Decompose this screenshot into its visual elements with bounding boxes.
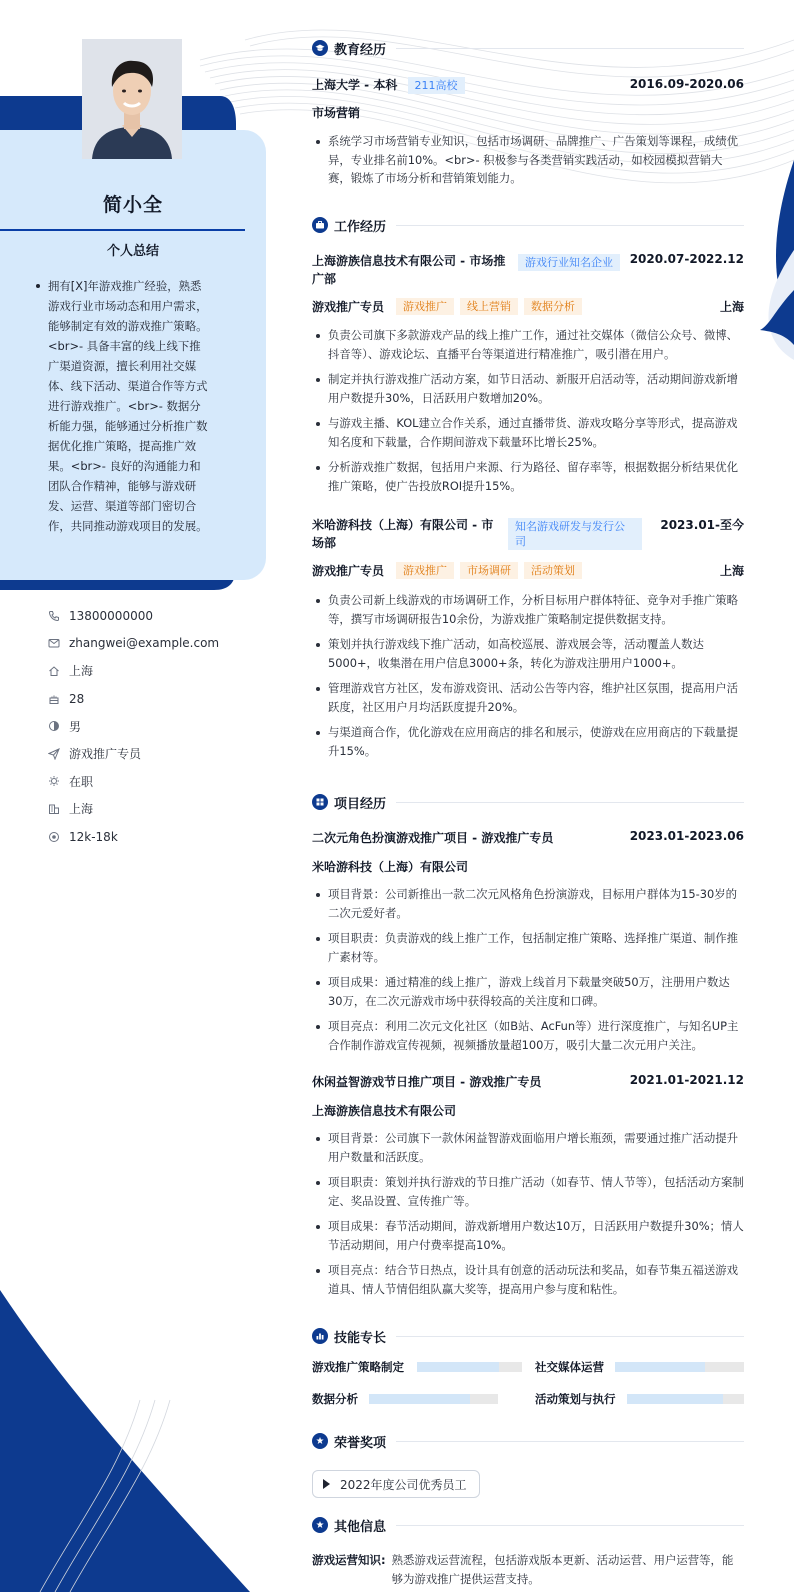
list-item: 负责公司旗下多款游戏产品的线上推广工作，通过社交媒体（微信公众号、微博、抖音等）、游戏论坛、直播平台等渠道进行精准推广，吸引潜在用户。 [312,326,744,363]
info-value: 男 [69,719,82,734]
skill-tag: 数据分析 [524,298,582,315]
other-header [312,1515,744,1535]
skill-fill [369,1394,470,1404]
info-value: zhangwei@example.com [69,636,220,651]
list-item: 系统学习市场营销专业知识，包括市场调研、品牌推广、广告策划等课程，成绩优异，专业排名前10%。<br>- 积极参与各类营销实践活动，如校园模拟营销大赛，锻炼了市场分析和营销策划能力。 [312,132,744,188]
summary-title: 个人总结 [106,244,159,259]
section-title: 荣誉奖项 [334,1435,387,1451]
info-value: 在职 [69,774,94,789]
profile-photo [82,39,182,159]
list-item: 项目亮点：利用二次元文化社区（如B站、AcFun等）进行深度推广，与知名UP主合作制作游戏宣传视频，视频播放量超100万，吸引大量二次元用户关注。 [312,1017,744,1054]
list-item: 管理游戏官方社区，发布游戏资讯、活动公告等内容，维护社区氛围，提高用户活跃度，社区用户月均活跃度提升20%。 [312,679,744,716]
info-age [48,685,258,713]
work-role-row [312,562,744,579]
award-icon [312,1433,328,1449]
project-bullets [312,1129,744,1305]
skills-header [312,1326,744,1346]
skill-tag: 线上营销 [460,298,518,315]
work-bullets [312,326,744,502]
skill-bar [369,1394,498,1404]
briefcase-icon [312,217,328,233]
info-value: 上海 [69,664,94,679]
work-role: 游戏推广专员 [312,300,385,314]
list-item: 策划并执行游戏线下推广活动，如高校巡展、游戏展会等，活动覆盖人数达5000+，收集潜在用户信息3000+条，转化为游戏注册用户1000+。 [312,635,744,672]
awards-header [312,1431,744,1451]
list-item: 项目职责：策划并执行游戏的节日推广活动（如春节、情人节等），包括活动方案制定、奖品设置、宣传推广等。 [312,1173,744,1210]
graduation-cap-icon [312,40,328,56]
skill-tag: 市场调研 [460,562,518,579]
section-rule [396,48,744,49]
skill-bar [627,1394,744,1404]
status-icon [48,775,60,787]
skill-name: 游戏推广策略制定 [312,1360,404,1374]
work-role-row [312,298,744,315]
work-company-tag: 知名游戏研发与发行公司 [508,518,642,550]
skill-bar [417,1362,522,1372]
section-rule [396,1336,744,1337]
list-item: 项目成果：通过精准的线上推广，游戏上线首月下载量突破50万，注册用户数达30万，在二次元游戏市场中获得较高的关注度和口碑。 [312,973,744,1010]
send-icon [48,748,60,760]
skill-name: 社交媒体运营 [535,1360,604,1374]
school-name: 上海大学 - 本科 [312,78,398,92]
award-item [312,1470,480,1498]
project-bullets [312,885,744,1061]
info-value: 游戏推广专员 [69,747,142,762]
project-company: 米哈游科技（上海）有限公司 [312,860,469,874]
section-title: 其他信息 [334,1519,387,1535]
info-location [48,657,258,685]
project-company: 上海游族信息技术有限公司 [312,1104,457,1118]
info-icon [312,1517,328,1533]
work-city: 上海 [719,300,744,314]
gender-icon [48,720,60,732]
age-icon [48,693,60,705]
bar-chart-icon [312,1328,328,1344]
work-company: 米哈游科技（上海）有限公司 - 市场部 [312,518,494,550]
info-salary [48,823,258,851]
skill-tag: 游戏推广 [396,562,454,579]
left-column [0,0,266,1592]
skill-fill [627,1394,723,1404]
work-header [312,215,744,235]
work-bullets [312,591,744,767]
award-text: 2022年度公司优秀员工 [340,1477,467,1492]
play-icon [323,1479,330,1489]
section-rule [396,1525,744,1526]
summary-text [48,276,212,536]
building-icon [48,803,60,815]
other-row [312,1551,744,1588]
work-date: 2020.07-2022.12 [629,252,744,266]
contact-info [48,602,258,850]
project-title: 休闲益智游戏节日推广项目 - 游戏推广专员 [312,1075,542,1089]
info-gender [48,712,258,740]
project-title: 二次元角色扮演游戏推广项目 - 游戏推广专员 [312,831,554,845]
education-major: 市场营销 [312,106,361,120]
list-item: 项目成果：春节活动期间，游戏新增用户数达10万，日活跃用户数提升30%；情人节活动期间，用户付费率提高10%。 [312,1217,744,1254]
projects-header [312,792,744,812]
school-tag: 211高校 [408,77,465,94]
section-title: 工作经历 [334,219,387,235]
skill-bar [615,1362,744,1372]
list-item: 与游戏主播、KOL建立合作关系，通过直播带货、游戏攻略分享等形式，提高游戏知名度和下载量，合作期间游戏下载量环比增长25%。 [312,414,744,451]
skill-fill [417,1362,499,1372]
list-item: 项目职责：负责游戏的线上推广工作，包括制定推广策略、选择推广渠道、制作推广素材等。 [312,929,744,966]
person-name: 简小全 [102,194,163,216]
section-title: 教育经历 [334,42,387,58]
work-company-tag: 游戏行业知名企业 [518,254,622,271]
list-item: 项目背景：公司新推出一款二次元风格角色扮演游戏，目标用户群体为15-30岁的二次元爱好者。 [312,885,744,922]
list-item: 负责公司新上线游戏的市场调研工作，分析目标用户群体特征、竞争对手推广策略等，撰写市场调研报告10余份，为游戏推广策略制定提供数据支持。 [312,591,744,628]
other-label: 游戏运营知识: [312,1553,386,1567]
info-position [48,740,258,768]
work-date: 2023.01-至今 [660,518,744,532]
list-item: 与渠道商合作，优化游戏在应用商店的排名和展示，使游戏在应用商店的下载量提升15%。 [312,723,744,760]
home-icon [48,665,60,677]
education-bullets [312,132,744,195]
work-city: 上海 [719,564,744,578]
work-role: 游戏推广专员 [312,564,385,578]
section-title: 项目经历 [334,796,387,812]
name-divider [0,229,245,231]
info-status [48,768,258,796]
section-rule [396,225,744,226]
info-phone [48,602,258,630]
project-date: 2023.01-2023.06 [629,829,744,843]
education-school [312,76,612,94]
skill-tag: 活动策划 [524,562,582,579]
education-header [312,38,744,58]
grid-icon [312,794,328,810]
mail-icon [48,637,60,649]
section-title: 技能专长 [334,1330,387,1346]
list-item: 分析游戏推广数据，包括用户来源、行为路径、留存率等，根据数据分析结果优化推广策略，使广告投放ROI提升15%。 [312,458,744,495]
skill-name: 数据分析 [312,1392,358,1406]
list-item: 制定并执行游戏推广活动方案，如节日活动、新服开启活动等，活动期间游戏新增用户数提升30%，日活跃用户数增加20%。 [312,370,744,407]
info-city [48,795,258,823]
info-value: 上海 [69,802,94,817]
phone-icon [48,610,60,622]
skill-name: 活动策划与执行 [535,1392,616,1406]
bullet-dot [36,284,40,288]
skill-tag: 游戏推广 [396,298,454,315]
list-item: 项目背景：公司旗下一款休闲益智游戏面临用户增长瓶颈，需要通过推广活动提升用户数量和活跃度。 [312,1129,744,1166]
section-rule [396,1441,744,1442]
info-value: 28 [69,691,85,706]
work-company: 上海游族信息技术有限公司 - 市场推广部 [312,254,506,286]
education-date: 2016.09-2020.06 [629,77,744,91]
summary-body: 拥有[X]年游戏推广经验，熟悉游戏行业市场动态和用户需求，能够制定有效的游戏推广策略。<br>- 具备丰富的线上线下推广渠道资源，擅长利用社交媒体、线下活动、渠道合作等方式进行游戏推广。<br>- 数据分析能力强，能够通过分析推广数据优化推广策略，提高推广效果。<br>- 良好的沟通能力和团队合作精神，能够与游戏研发、运营、渠道等部门密切合作，共同推动游戏项目的发展。 [48,279,208,533]
list-item: 项目亮点：结合节日热点，设计具有创意的活动玩法和奖品，如春节集五福送游戏道具、情人节情侣组队赢大奖等，提高用户参与度和粘性。 [312,1261,744,1298]
section-rule [396,802,744,803]
info-value: 12k-18k [69,829,118,844]
other-text: 熟悉游戏运营流程，包括游戏版本更新、活动运营、用户运营等，能够为游戏推广提供运营支持。 [391,1553,734,1586]
project-date: 2021.01-2021.12 [629,1073,744,1087]
skill-fill [615,1362,705,1372]
info-value: 13800000000 [69,608,153,623]
info-email [48,630,258,658]
salary-icon [48,831,60,843]
